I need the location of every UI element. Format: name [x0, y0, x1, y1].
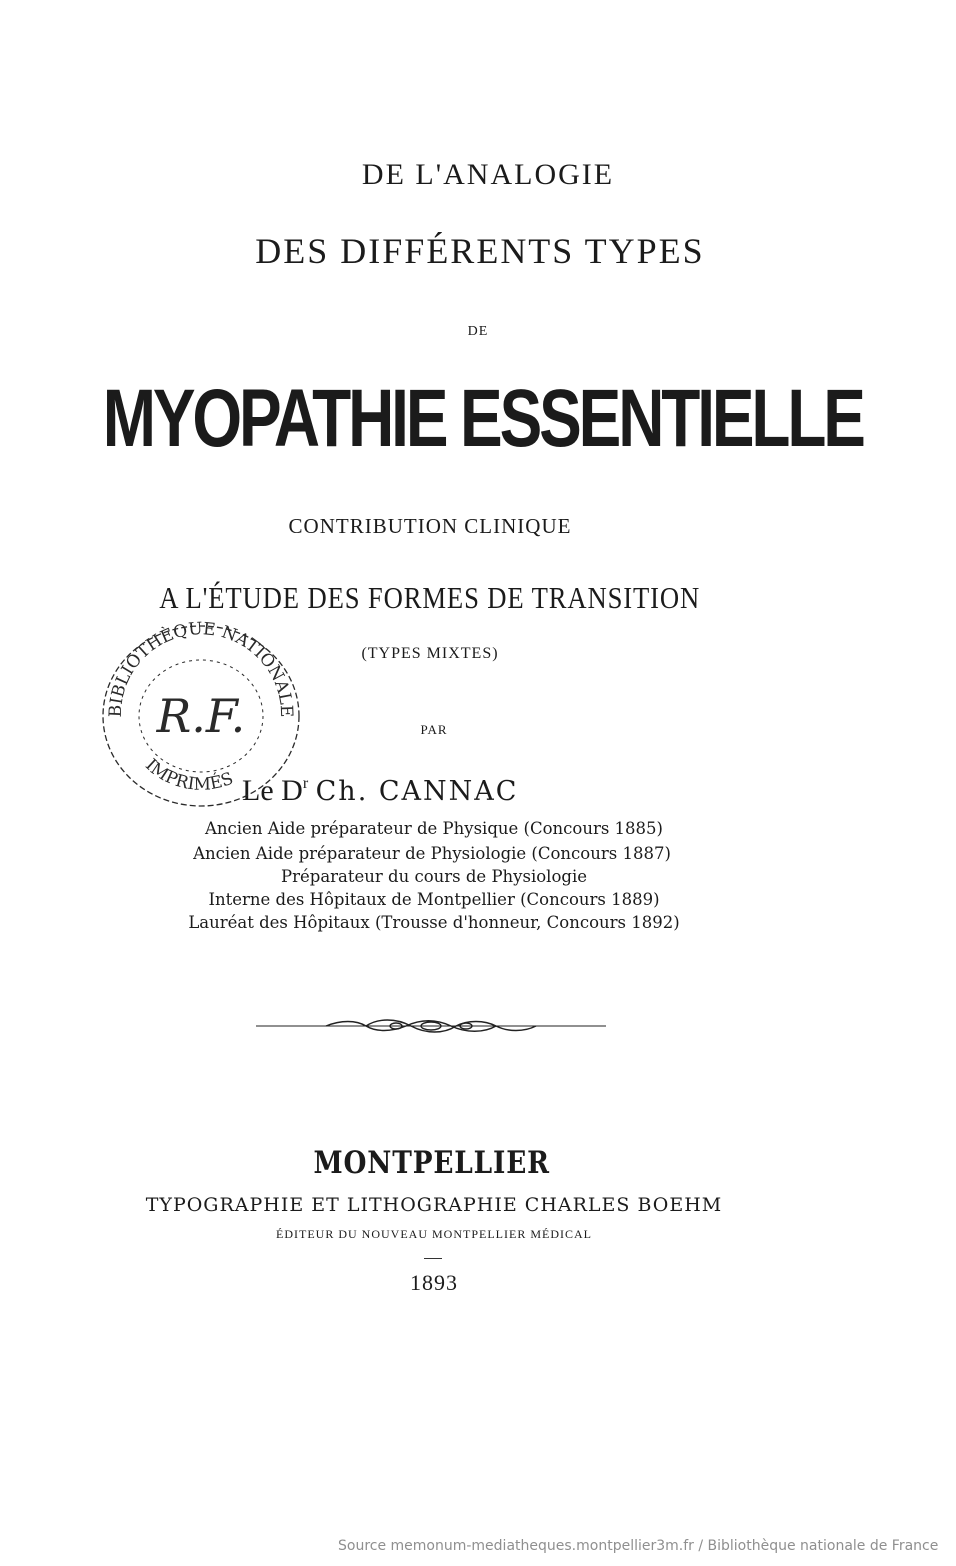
credential-line: Lauréat des Hôpitaux (Trousse d'honneur, Concours 1892) [188, 913, 680, 932]
subtitle-line-2: A L'ÉTUDE DES FORMES DE TRANSITION [159, 580, 701, 615]
credential-line: Interne des Hôpitaux de Montpellier (Concours 1889) [208, 890, 660, 909]
title-line-3: DE [467, 324, 489, 339]
author-name: Ch. CANNAC [315, 776, 519, 807]
credential-line: Ancien Aide préparateur de Physiologie (Concours 1887) [193, 844, 671, 863]
imprint-city: MONTPELLIER [313, 1145, 550, 1181]
credential-line: Ancien Aide préparateur de Physique (Concours 1885) [205, 819, 663, 838]
subtitle-line-1: CONTRIBUTION CLINIQUE [288, 514, 572, 538]
stamp-bottom-text: IMPRIMÉS [141, 755, 237, 795]
library-stamp [96, 616, 309, 816]
imprint-year: 1893 [410, 1270, 458, 1295]
author-degree: r [302, 775, 309, 792]
by-label: PAR [420, 722, 448, 737]
imprint-divider [424, 1258, 442, 1259]
imprint-printer: TYPOGRAPHIE ET LITHOGRAPHIE CHARLES BOEHM [145, 1194, 723, 1216]
title-line-2: DES DIFFÉRENTS TYPES [255, 231, 705, 271]
credential-line: Préparateur du cours de Physiologie [281, 867, 587, 886]
subtitle-line-3: (TYPES MIXTES) [361, 645, 499, 662]
imprint-editor: ÉDITEUR DU NOUVEAU MONTPELLIER MÉDICAL [276, 1227, 592, 1241]
author-prefix: Le D [242, 774, 303, 807]
main-title: MYOPATHIE ESSENTIELLE [102, 373, 863, 464]
decorative-rule-ornament [256, 1016, 606, 1036]
stamp-top-text: BIBLIOTHÈQUE NATIONALE [105, 619, 297, 718]
title-line-1: DE L'ANALOGIE [361, 158, 615, 191]
source-footer: Source memonum-mediatheques.montpellier3m.fr / Bibliothèque nationale de France [338, 1538, 939, 1554]
stamp-center-letters: R.F. [156, 689, 246, 743]
